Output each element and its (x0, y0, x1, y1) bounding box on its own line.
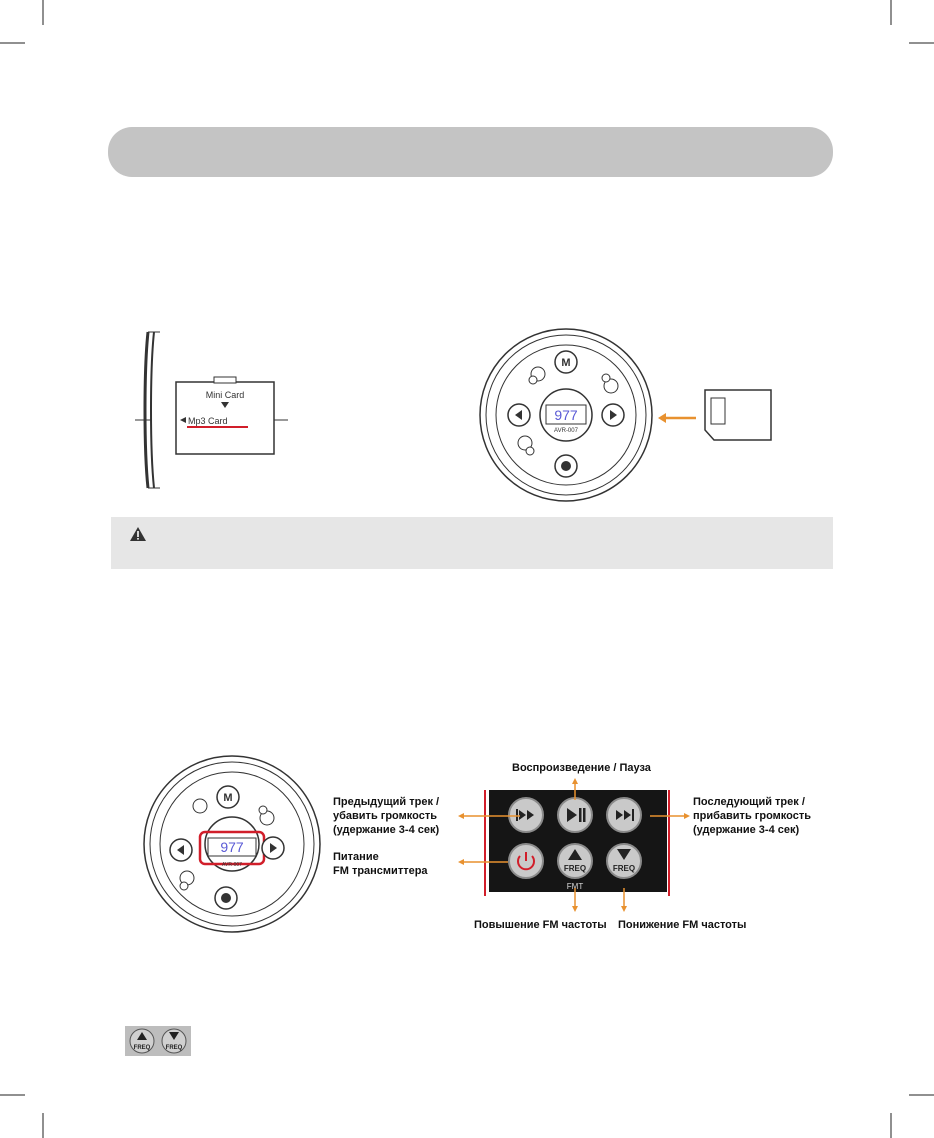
mp3-card-label: Mp3 Card (188, 416, 228, 426)
lcd-reading-2: 977 (220, 839, 244, 855)
warning-box (111, 517, 833, 569)
card-slot-side-view (130, 330, 300, 490)
lcd-reading: 977 (554, 407, 578, 423)
svg-text:M: M (561, 357, 571, 369)
device-model-2: AVR-007 (222, 862, 242, 868)
svg-text:M: M (223, 792, 233, 804)
warning-icon (129, 526, 147, 542)
freq-up-icon (130, 1029, 154, 1053)
freq-down-label: FREQ (612, 864, 636, 873)
panel-brand: FMT (566, 882, 584, 891)
mini-card-label: Mini Card (205, 390, 245, 400)
freq-up-label: FREQ (563, 864, 587, 873)
section-header-bar (108, 127, 833, 177)
label-prev-track: Предыдущий трек / убавить громкость (удержание 3-4 сек) (333, 796, 440, 836)
label-freq-up: Повышение FM частоты (474, 919, 607, 931)
label-freq-down: Понижение FM частоты (618, 919, 747, 931)
device-front-view-2 (140, 752, 324, 936)
freq-down-icon-label: FREQ (165, 1045, 183, 1051)
label-power: Питание FM трансмиттера (333, 851, 428, 877)
device-front-view (478, 322, 778, 508)
freq-up-icon-label: FREQ (133, 1045, 151, 1051)
figure2-arrows (450, 770, 700, 920)
freq-icons-strip (125, 1026, 191, 1056)
device-model: AVR-007 (554, 428, 578, 434)
label-next-track: Последующий трек / прибавить громкость (удержание 3-4 сек) (693, 796, 811, 836)
label-play-pause: Воспроизведение / Пауза (512, 762, 651, 774)
freq-down-icon (162, 1029, 186, 1053)
